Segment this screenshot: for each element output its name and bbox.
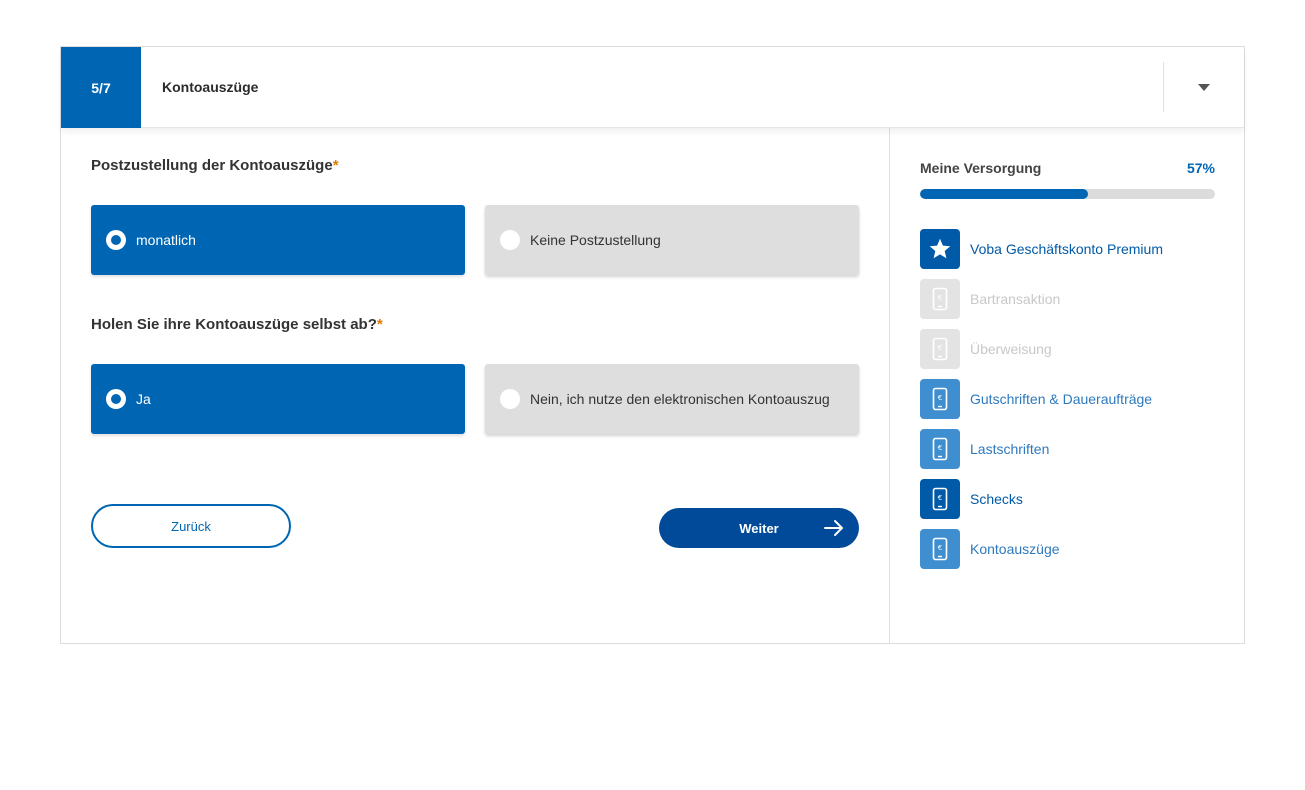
arrow-right-icon (823, 518, 845, 538)
progress-bar (920, 189, 1215, 199)
sidebar-item-label: Kontoauszüge (970, 541, 1060, 557)
radio-selected-icon (106, 389, 126, 409)
form-card (60, 46, 1245, 644)
svg-text:€: € (937, 394, 943, 402)
radio-unselected-icon (500, 230, 520, 250)
sidebar-item-label: Schecks (970, 491, 1023, 507)
option-monatlich[interactable] (91, 205, 465, 275)
sidebar-item-schecks[interactable] (920, 479, 1023, 519)
svg-text:€: € (937, 344, 943, 352)
question-label: Holen Sie ihre Kontoauszüge selbst ab? (91, 316, 377, 333)
progress-percent: 57% (1186, 160, 1215, 176)
chevron-down-icon (1198, 84, 1210, 91)
sidebar-item-label: Bartransaktion (970, 291, 1061, 307)
radio-selected-icon (106, 230, 126, 250)
phone-euro-icon (920, 429, 960, 469)
option-nein-elektronisch[interactable] (485, 364, 859, 434)
sidebar-item-geschaeftskonto[interactable] (920, 229, 1163, 269)
step-indicator: 5/7 (61, 47, 141, 128)
option-label: Keine Postzustellung (530, 232, 661, 248)
svg-text:€: € (937, 494, 943, 502)
back-button[interactable]: Zurück (91, 504, 291, 548)
sidebar-title: Meine Versorgung (920, 160, 1042, 176)
radio-unselected-icon (500, 389, 520, 409)
phone-euro-icon (920, 529, 960, 569)
phone-euro-icon (920, 479, 960, 519)
sidebar-item-kontoauszuege[interactable] (920, 529, 1060, 569)
option-label: Nein, ich nutze den elektronischen Kontoauszug (530, 391, 830, 407)
phone-euro-icon (920, 279, 960, 319)
sidebar-item-lastschriften[interactable] (920, 429, 1049, 469)
option-ja[interactable] (91, 364, 465, 434)
question-label: Postzustellung der Kontoauszüge (91, 157, 333, 174)
step-header (61, 47, 1244, 128)
required-mark: * (332, 157, 339, 174)
option-keine-postzustellung[interactable] (485, 205, 859, 275)
sidebar-item-label: Lastschriften (970, 441, 1050, 457)
phone-euro-icon (920, 329, 960, 369)
svg-text:€: € (937, 444, 943, 452)
sidebar-item-label: Voba Geschäftskonto Premium (970, 241, 1163, 257)
step-title: Kontoauszüge (162, 79, 259, 95)
option-label: Ja (136, 391, 151, 407)
expand-steps-button[interactable] (1164, 47, 1244, 128)
required-mark: * (376, 316, 383, 333)
sidebar-item-bartransaktion[interactable] (920, 279, 1060, 319)
column-divider (889, 128, 890, 643)
svg-text:€: € (937, 294, 943, 302)
sidebar-item-label: Gutschriften & Daueraufträge (970, 391, 1153, 407)
question-postzustellung (91, 157, 339, 174)
phone-euro-icon (920, 379, 960, 419)
question-selbst-abholen (91, 316, 383, 333)
sidebar-item-gutschriften[interactable] (920, 379, 1152, 419)
star-icon (920, 229, 960, 269)
sidebar-item-ueberweisung[interactable] (920, 329, 1052, 369)
next-button[interactable] (659, 508, 859, 548)
sidebar-item-label: Überweisung (970, 341, 1052, 357)
svg-text:€: € (937, 544, 943, 552)
option-label: monatlich (136, 232, 196, 248)
progress-bar-fill (920, 189, 1088, 199)
next-button-label: Weiter (739, 520, 779, 536)
